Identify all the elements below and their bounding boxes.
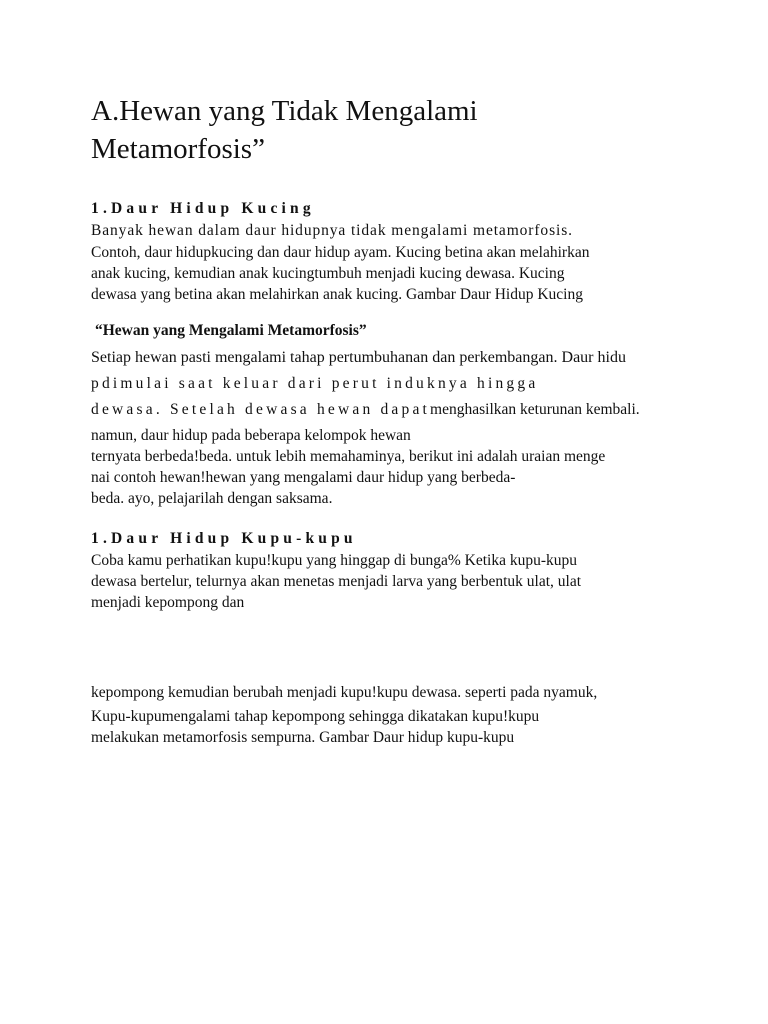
paragraph-line: ternyata berbeda!beda. untuk lebih memahaminya, berikut ini adalah uraian menge [91, 448, 606, 465]
document-title [91, 92, 691, 168]
paragraph-line [91, 401, 640, 419]
paragraph-line: Banyak hewan dalam daur hidupnya tidak mengalami metamorfosis. [91, 222, 573, 239]
paragraph-line: melakukan metamorfosis sempurna. Gambar Daur hidup kupu-kupu [91, 729, 515, 746]
paragraph-segment: dewasa. Setelah dewasa hewan dapat [91, 401, 431, 418]
paragraph-line: Kupu-kupumengalami tahap kepompong sehingga dikatakan kupu!kupu [91, 708, 540, 725]
paragraph-line: pdimulai saat keluar dari perut induknya hingga [91, 375, 539, 392]
paragraph-line: namun, daur hidup pada beberapa kelompok hewan [91, 427, 411, 444]
paragraph-line: Coba kamu perhatikan kupu!kupu yang hinggap di bunga% Ketika kupu-kupu [91, 552, 577, 569]
paragraph-line: Contoh, daur hidupkucing dan daur hidup ayam. Kucing betina akan melahirkan [91, 244, 590, 261]
paragraph-line: dewasa yang betina akan melahirkan anak kucing. Gambar Daur Hidup Kucing [91, 286, 583, 303]
paragraph-line: beda. ayo, pelajarilah dengan saksama. [91, 490, 333, 507]
section-heading-kupu-kupu: 1.Daur Hidup Kupu-kupu [91, 530, 357, 547]
title-line-1: A.Hewan yang Tidak Mengalami [91, 95, 478, 127]
title-line-2: Metamorfosis” [91, 133, 265, 165]
paragraph-line: dewasa bertelur, telurnya akan menetas menjadi larva yang berbentuk ulat, ulat [91, 573, 582, 590]
paragraph-line: nai contoh hewan!hewan yang mengalami daur hidup yang berbeda- [91, 469, 516, 486]
paragraph-segment: menghasilkan keturunan kembali. [430, 401, 640, 418]
paragraph-line: Setiap hewan pasti mengalami tahap pertumbuhanan dan perkembangan. Daur hidu [91, 349, 626, 366]
paragraph-line: anak kucing, kemudian anak kucingtumbuh menjadi kucing dewasa. Kucing [91, 265, 565, 282]
subheading-metamorfosis: “Hewan yang Mengalami Metamorfosis” [95, 322, 367, 339]
section-heading-kucing: 1.Daur Hidup Kucing [91, 200, 315, 217]
paragraph-line: kepompong kemudian berubah menjadi kupu!kupu dewasa. seperti pada nyamuk, [91, 684, 598, 701]
paragraph-line: menjadi kepompong dan [91, 594, 245, 611]
